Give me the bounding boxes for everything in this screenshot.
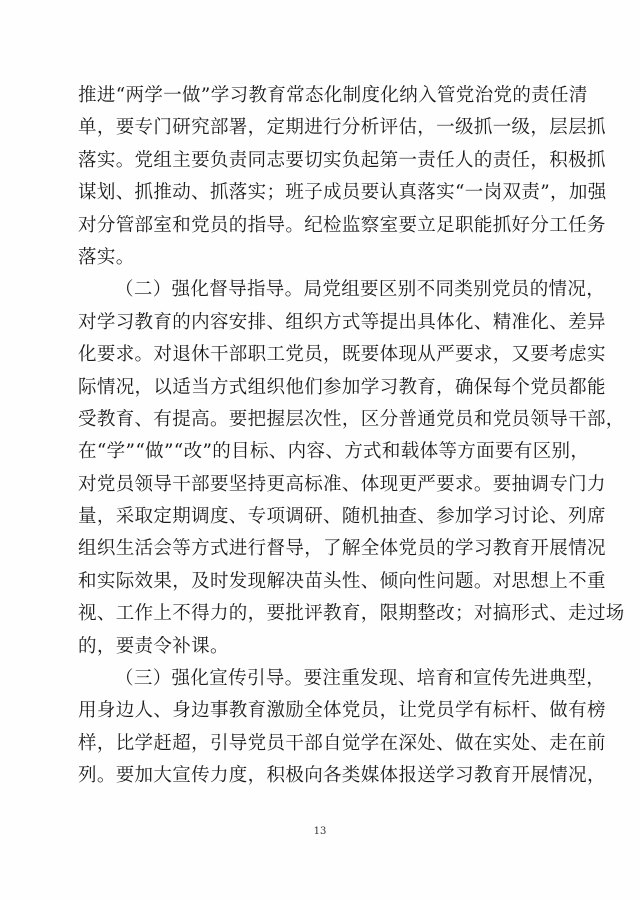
body-line: 际情况，以适当方式组织他们参加学习教育，确保每个党员都能 xyxy=(78,376,606,398)
body-line: 在“学”“做”“改”的目标、内容、方式和载体等方面要有区别， xyxy=(78,441,590,463)
body-line: 样，比学赶超，引导党员干部自觉学在深处、做在实处、走在前 xyxy=(78,732,606,754)
body-line: 对学习教育的内容安排、组织方式等提出具体化、精准化、差异 xyxy=(78,311,606,333)
body-line: 列。要加大宣传力度，积极向各类媒体报送学习教育开展情况， xyxy=(78,765,606,787)
body-line: 用身边人、身边事教育激励全体党员，让党员学有标杆、做有榜 xyxy=(78,700,606,722)
body-line: 化要求。对退休干部职工党员，既要体现从严要求，又要考虑实 xyxy=(78,344,606,366)
body-line: 视、工作上不得力的，要批评教育，限期整改；对搞形式、走过场 xyxy=(78,603,625,625)
section-heading-line: （三）强化宣传引导。要注重发现、培育和宣传先进典型， xyxy=(115,668,606,690)
page-number: 13 xyxy=(313,826,327,837)
body-line: 对党员领导干部要坚持更高标准、体现更严要求。要抽调专门力 xyxy=(78,473,606,495)
body-line: 谋划、抓推动、抓落实；班子成员要认真落实“一岗双责”，加强 xyxy=(78,182,607,204)
body-line: 推进“两学一做”学习教育常态化制度化纳入管党治党的责任清 xyxy=(78,85,588,106)
section-heading-line: （二）强化督导指导。局党组要区别不同类别党员的情况， xyxy=(115,279,606,301)
body-line: 单，要专门研究部署，定期进行分析评估，一级抓一级，层层抓 xyxy=(78,117,606,139)
body-line: 的，要责令补课。 xyxy=(78,635,229,657)
document-body xyxy=(78,80,625,793)
body-line: 受教育、有提高。要把握层次性，区分普通党员和党员领导干部， xyxy=(78,408,625,430)
body-line: 落实。党组主要负责同志要切实负起第一责任人的责任，积极抓 xyxy=(78,149,606,171)
body-line: 对分管部室和党员的指导。纪检监察室要立足职能抓好分工任务 xyxy=(78,214,606,236)
body-line: 落实。 xyxy=(78,246,135,268)
body-line: 组织生活会等方式进行督导，了解全体党员的学习教育开展情况 xyxy=(78,538,606,560)
body-line: 和实际效果，及时发现解决苗头性、倾向性问题。对思想上不重 xyxy=(78,570,606,592)
body-line: 量，采取定期调度、专项调研、随机抽查、参加学习讨论、列席 xyxy=(78,506,606,528)
